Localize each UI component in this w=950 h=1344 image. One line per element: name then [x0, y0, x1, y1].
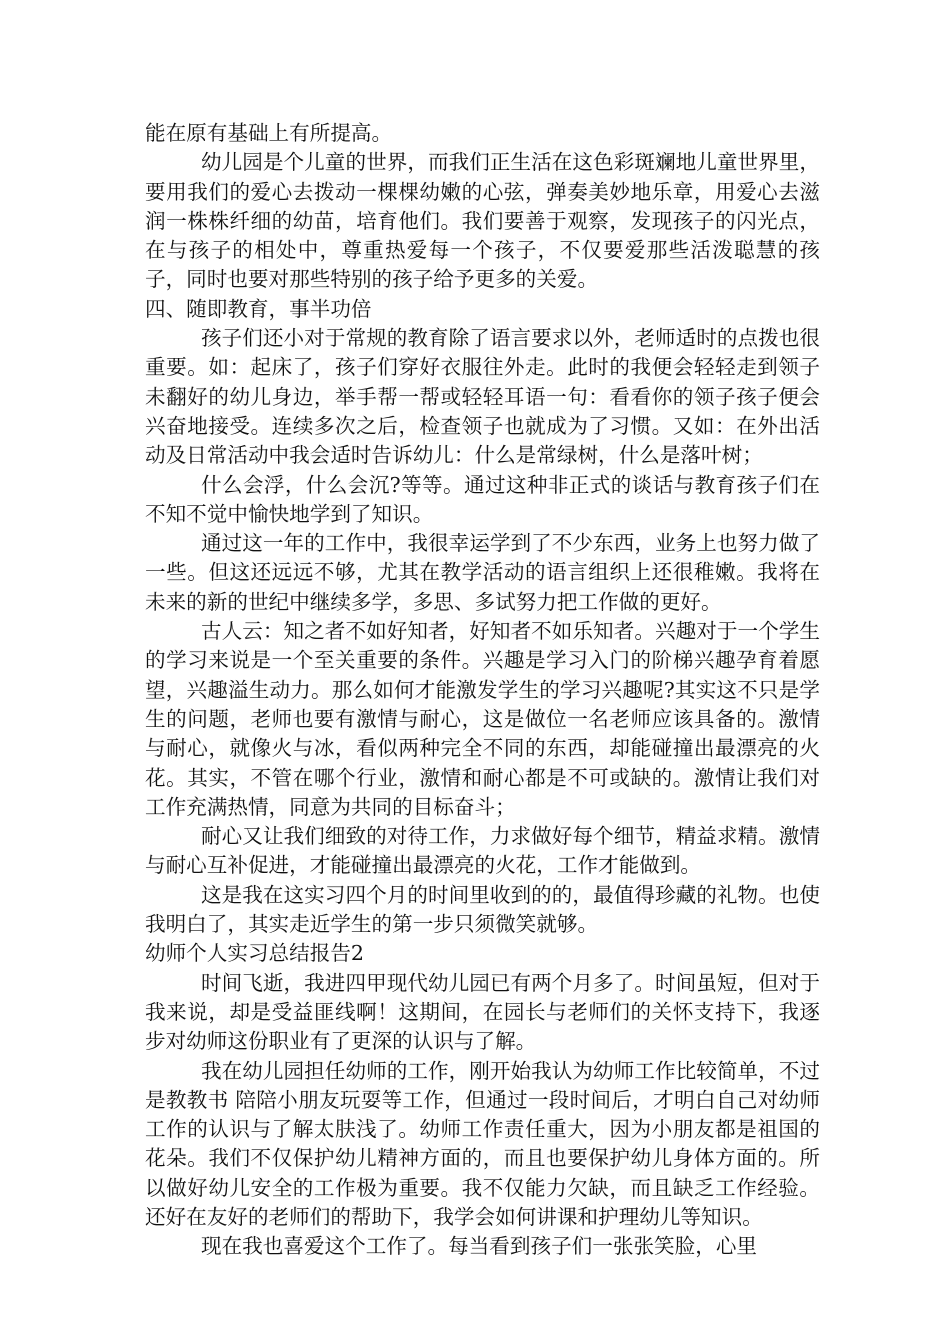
- paragraph: 现在我也喜爱这个工作了。每当看到孩子们一张张笑脸，心里: [201, 1234, 758, 1259]
- paragraph: 时间飞逝，我进四甲现代幼儿园已有两个月多了。时间虽短，但对于我来说，却是受益匪线啊！这期间，在园长与老师们的关怀支持下，我逐步对幼师这份职业有了更深的认识与了解。: [145, 970, 820, 1054]
- paragraph: 这是我在这实习四个月的时间里收到的的，最值得珍藏的礼物。也使我明白了，其实走近学生的第一步只须微笑就够。: [145, 882, 820, 937]
- document-body: [145, 119, 820, 1262]
- paragraph: 古人云：知之者不如好知者，好知者不如乐知者。兴趣对于一个学生的学习来说是一个至关重要的条件。兴趣是学习入门的阶梯兴趣孕育着愿望，兴趣溢生动力。那么如何才能激发学生的学习兴趣呢?其实这不只是学生的问题，老师也要有激情与耐心，这是做位一名老师应该具备的。激情与耐心，就像火与冰，看似两种完全不同的东西，却能碰撞出最漂亮的火花。其实，不管在哪个行业，激情和耐心都是不可或缺的。激情让我们对工作充满热情，同意为共同的目标奋斗；: [145, 619, 820, 819]
- section-heading: 四、随即教育，事半功倍: [145, 296, 372, 321]
- paragraph: 孩子们还小对于常规的教育除了语言要求以外，老师适时的点拨也很重要。如：起床了，孩子们穿好衣服往外走。此时的我便会轻轻走到领子未翻好的幼儿身边，举手帮一帮或轻轻耳语一句：看看你的领子孩子便会兴奋地接受。连续多次之后，检查领子也就成为了习惯。又如：在外出活动及日常活动中我会适时告诉幼儿：什么是常绿树，什么是落叶树；: [145, 326, 820, 468]
- report-title: 幼师个人实习总结报告2: [145, 941, 365, 966]
- paragraph: 我在幼儿园担任幼师的工作，刚开始我认为幼师工作比较简单，不过是教教书 陪陪小朋友玩耍等工作，但通过一段时间后，才明白自己对幼师工作的认识与了解太肤浅了。幼师工作责任重大，因为小朋友都是祖国的花朵。我们不仅保护幼儿精神方面的，而且也要保护幼儿身体方面的。所以做好幼儿安全的工作极为重要。我不仅能力欠缺，而且缺乏工作经验。还好在友好的老师们的帮助下，我学会如何讲课和护理幼儿等知识。: [145, 1058, 820, 1229]
- paragraph: 什么会浮，什么会沉?等等。通过这种非正式的谈话与教育孩子们在不知不觉中愉快地学到了知识。: [145, 472, 820, 526]
- paragraph: 耐心又让我们细致的对待工作，力求做好每个细节，精益求精。激情与耐心互补促进，才能碰撞出最漂亮的火花，工作才能做到。: [145, 824, 820, 878]
- paragraph: 通过这一年的工作中，我很幸运学到了不少东西，业务上也努力做了一些。但这还远远不够，尤其在教学活动的语言组织上还很稚嫩。我将在未来的新的世纪中继续多学，多思、多试努力把工作做的更好。: [145, 531, 820, 614]
- paragraph: 能在原有基础上有所提高。: [145, 121, 393, 145]
- paragraph: 幼儿园是个儿童的世界，而我们正生活在这色彩斑斓地儿童世界里，要用我们的爱心去拨动一棵棵幼嫩的心弦，弹奏美妙地乐章，用爱心去滋润一株株纤细的幼苗，培育他们。我们要善于观察，发现孩子的闪光点，在与孩子的相处中，尊重热爱每一个孩子，不仅要爱那些活泼聪慧的孩子，同时也要对那些特别的孩子给予更多的关爱。: [145, 150, 820, 292]
